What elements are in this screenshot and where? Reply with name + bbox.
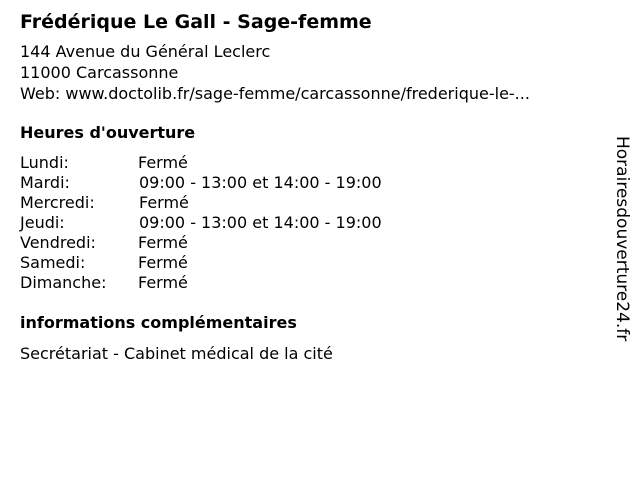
hours-row-saturday (20, 253, 440, 273)
hours-value: Fermé (138, 153, 188, 172)
day-label: Jeudi: (20, 213, 65, 232)
hours-table (20, 153, 440, 293)
hours-value: Fermé (139, 193, 189, 212)
hours-row-tuesday (20, 173, 440, 193)
address-street: 144 Avenue du Général Leclerc (20, 42, 271, 61)
extra-info-heading: informations complémentaires (20, 313, 297, 332)
hours-row-friday (20, 233, 440, 253)
hours-value: 09:00 - 13:00 et 14:00 - 19:00 (139, 213, 382, 232)
site-brand-vertical (612, 136, 632, 346)
hours-value: Fermé (138, 273, 188, 292)
hours-row-sunday (20, 273, 440, 293)
hours-row-thursday (20, 213, 440, 233)
hours-heading: Heures d'ouverture (20, 123, 196, 142)
page-title: Frédérique Le Gall - Sage-femme (20, 11, 372, 33)
hours-value: Fermé (138, 253, 188, 272)
website-link[interactable]: Web: www.doctolib.fr/sage-femme/carcassonne/frederique-le-... (20, 84, 530, 103)
hours-row-wednesday (20, 193, 440, 213)
day-label: Dimanche: (20, 273, 107, 292)
hours-row-monday (20, 153, 440, 173)
hours-value: Fermé (138, 233, 188, 252)
day-label: Vendredi: (20, 233, 96, 252)
day-label: Mardi: (20, 173, 70, 192)
site-brand-text: Horairesdouverture24.fr (612, 136, 632, 342)
hours-value: 09:00 - 13:00 et 14:00 - 19:00 (139, 173, 382, 192)
extra-info-text: Secrétariat - Cabinet médical de la cité (20, 344, 333, 363)
day-label: Lundi: (20, 153, 69, 172)
day-label: Mercredi: (20, 193, 95, 212)
day-label: Samedi: (20, 253, 86, 272)
address-city: 11000 Carcassonne (20, 63, 179, 82)
